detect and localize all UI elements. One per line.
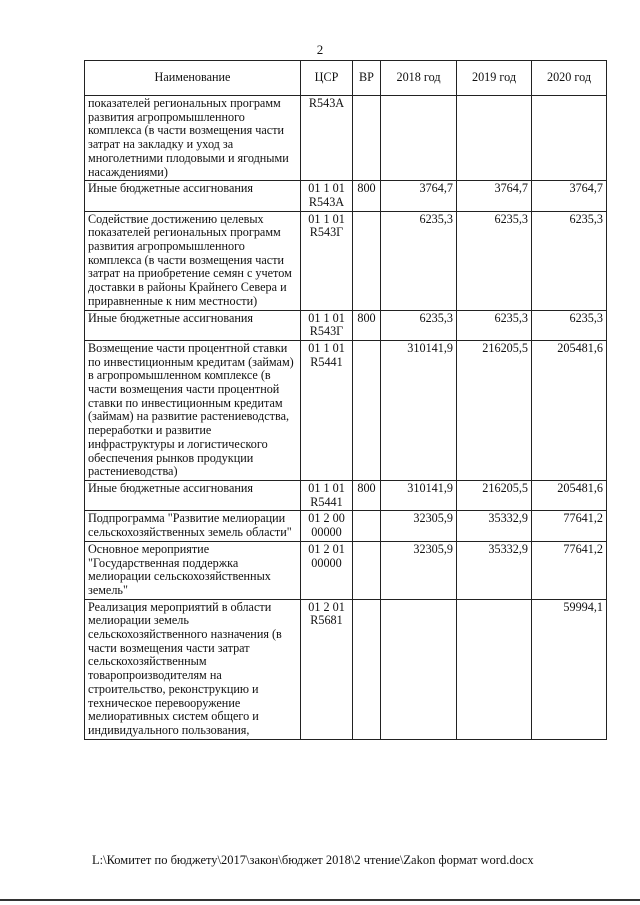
row-2020: 59994,1 <box>532 599 607 739</box>
table-row <box>85 181 607 211</box>
row-2018 <box>381 96 457 181</box>
row-2019 <box>457 599 532 739</box>
row-vr <box>353 541 381 599</box>
row-2018: 6235,3 <box>381 310 457 340</box>
row-2020: 205481,6 <box>532 480 607 510</box>
row-name: Содействие достижению целевых показателей региональных программ развития агропромышленного комплекса (в части возмещения части затрат на приобретение семян с учетом доставки в районы Крайнего Севера и приравненные к ним местности) <box>85 211 301 310</box>
row-2018: 310141,9 <box>381 340 457 480</box>
table-row <box>85 480 607 510</box>
row-2020: 6235,3 <box>532 211 607 310</box>
row-csr: 01 1 01 R5441 <box>301 480 353 510</box>
row-2019: 35332,9 <box>457 541 532 599</box>
header-csr: ЦСР <box>301 61 353 96</box>
table-row <box>85 511 607 541</box>
row-2019: 3764,7 <box>457 181 532 211</box>
row-vr <box>353 96 381 181</box>
row-csr: 01 1 01 R5441 <box>301 340 353 480</box>
row-name: Основное мероприятие "Государственная поддержка мелиорации сельскохозяйственных земель" <box>85 541 301 599</box>
table-header-row <box>85 61 607 96</box>
row-2018: 6235,3 <box>381 211 457 310</box>
row-2019: 216205,5 <box>457 480 532 510</box>
row-2020: 77641,2 <box>532 541 607 599</box>
page-number: 2 <box>316 42 324 57</box>
row-vr: 800 <box>353 310 381 340</box>
row-2019: 6235,3 <box>457 310 532 340</box>
table-row <box>85 310 607 340</box>
row-name: показателей региональных программ развития агропромышленного комплекса (в части возмещения части затрат на закладку и уход за многолетними плодовыми и ягодными насаждениями) <box>85 96 301 181</box>
row-name: Возмещение части процентной ставки по инвестиционным кредитам (займам) в агропромышленном комплексе (в части возмещения части процентной ставки по инвестиционным кредитам (займам) на развитие растениеводства, переработки и развитие инфраструктуры и логистического обеспечения рынков продукции растениеводства) <box>85 340 301 480</box>
row-name: Подпрограмма "Развитие мелиорации сельскохозяйственных земель области" <box>85 511 301 541</box>
row-2018: 3764,7 <box>381 181 457 211</box>
row-name: Иные бюджетные ассигнования <box>85 310 301 340</box>
budget-table <box>84 60 607 740</box>
header-2019: 2019 год <box>457 61 532 96</box>
row-2018: 32305,9 <box>381 511 457 541</box>
row-vr <box>353 599 381 739</box>
row-2019: 6235,3 <box>457 211 532 310</box>
row-csr: 01 1 01 R543Г <box>301 310 353 340</box>
header-vr: ВР <box>353 61 381 96</box>
row-vr: 800 <box>353 480 381 510</box>
row-vr <box>353 511 381 541</box>
row-2018 <box>381 599 457 739</box>
table-row <box>85 211 607 310</box>
table-row <box>85 599 607 739</box>
header-2020: 2020 год <box>532 61 607 96</box>
row-name: Иные бюджетные ассигнования <box>85 181 301 211</box>
page-bottom-edge <box>0 899 640 901</box>
row-csr: 01 2 00 00000 <box>301 511 353 541</box>
row-2020: 6235,3 <box>532 310 607 340</box>
row-vr <box>353 211 381 310</box>
row-2019 <box>457 96 532 181</box>
row-name: Иные бюджетные ассигнования <box>85 480 301 510</box>
table-row <box>85 96 607 181</box>
row-2020: 77641,2 <box>532 511 607 541</box>
row-csr: 01 2 01 R5681 <box>301 599 353 739</box>
row-csr: 01 1 01 R543Г <box>301 211 353 310</box>
row-2020: 3764,7 <box>532 181 607 211</box>
row-vr: 800 <box>353 181 381 211</box>
header-name: Наименование <box>85 61 301 96</box>
footer-file-path: L:\Комитет по бюджету\2017\закон\бюджет 2018\2 чтение\Zakon формат word.docx <box>92 853 534 867</box>
header-2018: 2018 год <box>381 61 457 96</box>
row-vr <box>353 340 381 480</box>
row-2019: 35332,9 <box>457 511 532 541</box>
table-row <box>85 541 607 599</box>
row-2020 <box>532 96 607 181</box>
row-2020: 205481,6 <box>532 340 607 480</box>
row-csr: 01 2 01 00000 <box>301 541 353 599</box>
table-row <box>85 340 607 480</box>
row-2018: 310141,9 <box>381 480 457 510</box>
row-csr: 01 1 01 R543А <box>301 181 353 211</box>
row-2018: 32305,9 <box>381 541 457 599</box>
row-csr: R543А <box>301 96 353 181</box>
row-name: Реализация мероприятий в области мелиорации земель сельскохозяйственного назначения (в части возмещения части затрат сельскохозяйственным товаропроизводителям на строительство, реконструкцию и техническое перевооружение мелиоративных систем общего и индивидуального пользования, <box>85 599 301 739</box>
row-2019: 216205,5 <box>457 340 532 480</box>
